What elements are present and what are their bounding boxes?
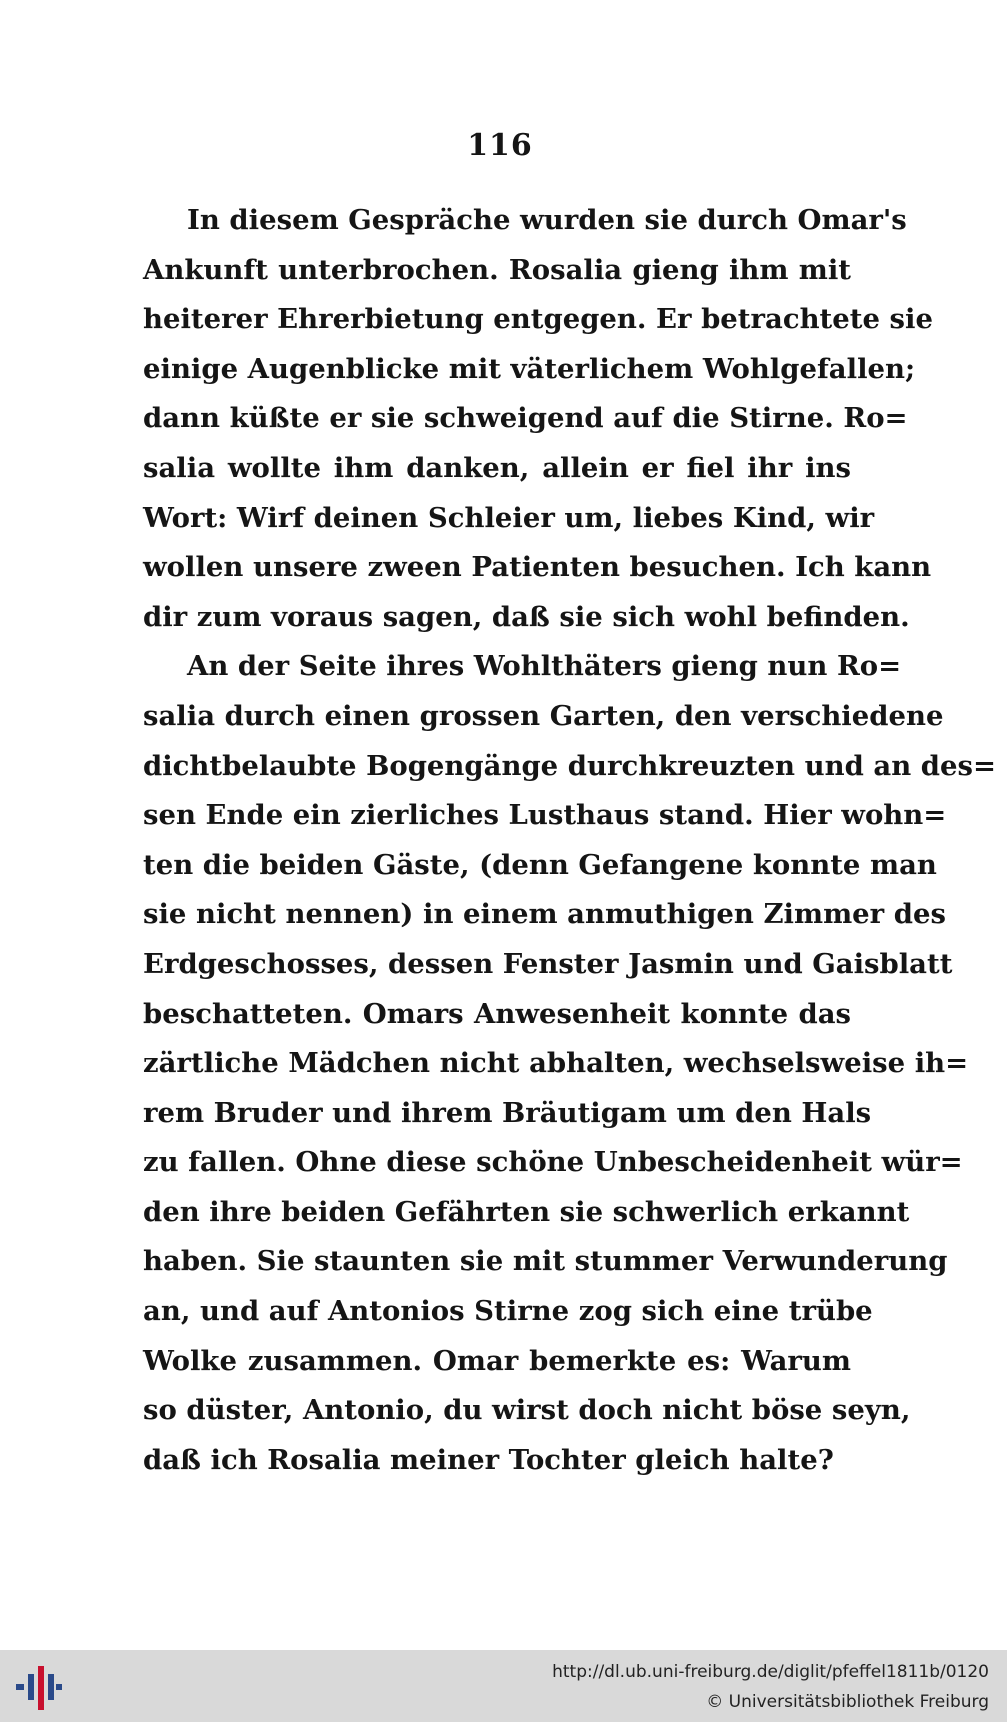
text-line: sen Ende ein zierliches Lusthaus stand. Hier wohn= (143, 799, 947, 832)
text-line: Wolke zusammen. Omar bemerkte es: Warum (143, 1344, 851, 1377)
text-line: salia wollte ihm danken, allein er fiel ihr ins (143, 451, 851, 484)
text-line: heiterer Ehrerbietung entgegen. Er betrachtete sie (143, 303, 933, 336)
text-line: haben. Sie staunten sie mit stummer Verwunderung (143, 1245, 948, 1278)
copyright-text: © Universitätsbibliothek Freiburg (706, 1692, 989, 1712)
text-line: dichtbelaubte Bogengänge durchkreuzten und an des= (143, 749, 997, 782)
text-line: zärtliche Mädchen nicht abhalten, wechselsweise ih= (143, 1047, 969, 1080)
text-line: ten die beiden Gäste, (denn Gefangene konnte man (143, 848, 937, 881)
page-number: 116 (467, 128, 533, 163)
text-line: dann küßte er sie schweigend auf die Stirne. Ro= (143, 402, 908, 435)
source-url-link[interactable]: http://dl.ub.uni-freiburg.de/diglit/pfeffel1811b/0120 (552, 1662, 989, 1682)
text-line: beschatteten. Omars Anwesenheit konnte das (143, 997, 851, 1030)
ub-freiburg-logo-icon (14, 1664, 64, 1712)
text-line: wollen unsere zween Patienten besuchen. Ich kann (143, 551, 932, 584)
text-line: zu fallen. Ohne diese schöne Unbescheidenheit wür= (143, 1146, 963, 1179)
text-line: salia durch einen grossen Garten, den verschiedene (143, 699, 944, 732)
page-text (143, 196, 997, 1485)
text-line: Erdgeschosses, dessen Fenster Jasmin und Gaisblatt (143, 947, 953, 980)
text-line: sie nicht nennen) in einem anmuthigen Zimmer des (143, 898, 946, 931)
text-line: An der Seite ihres Wohlthäters gieng nun Ro= (187, 650, 902, 683)
text-line: Wort: Wirf deinen Schleier um, liebes Kind, wir (143, 501, 875, 534)
text-line: an, und auf Antonios Stirne zog sich eine trübe (143, 1295, 873, 1328)
text-line: einige Augenblicke mit väterlichem Wohlgefallen; (143, 352, 916, 385)
text-line: In diesem Gespräche wurden sie durch Omar's (187, 204, 907, 236)
text-line: daß ich Rosalia meiner Tochter gleich halte? (143, 1443, 834, 1476)
text-line: dir zum voraus sagen, daß sie sich wohl befinden. (143, 600, 910, 633)
text-line: rem Bruder und ihrem Bräutigam um den Hals (143, 1096, 872, 1129)
text-line: so düster, Antonio, du wirst doch nicht böse seyn, (143, 1394, 911, 1427)
footer-bar (0, 1650, 1007, 1722)
text-line: den ihre beiden Gefährten sie schwerlich erkannt (143, 1195, 910, 1228)
text-line: Ankunft unterbrochen. Rosalia gieng ihm mit (143, 253, 851, 286)
